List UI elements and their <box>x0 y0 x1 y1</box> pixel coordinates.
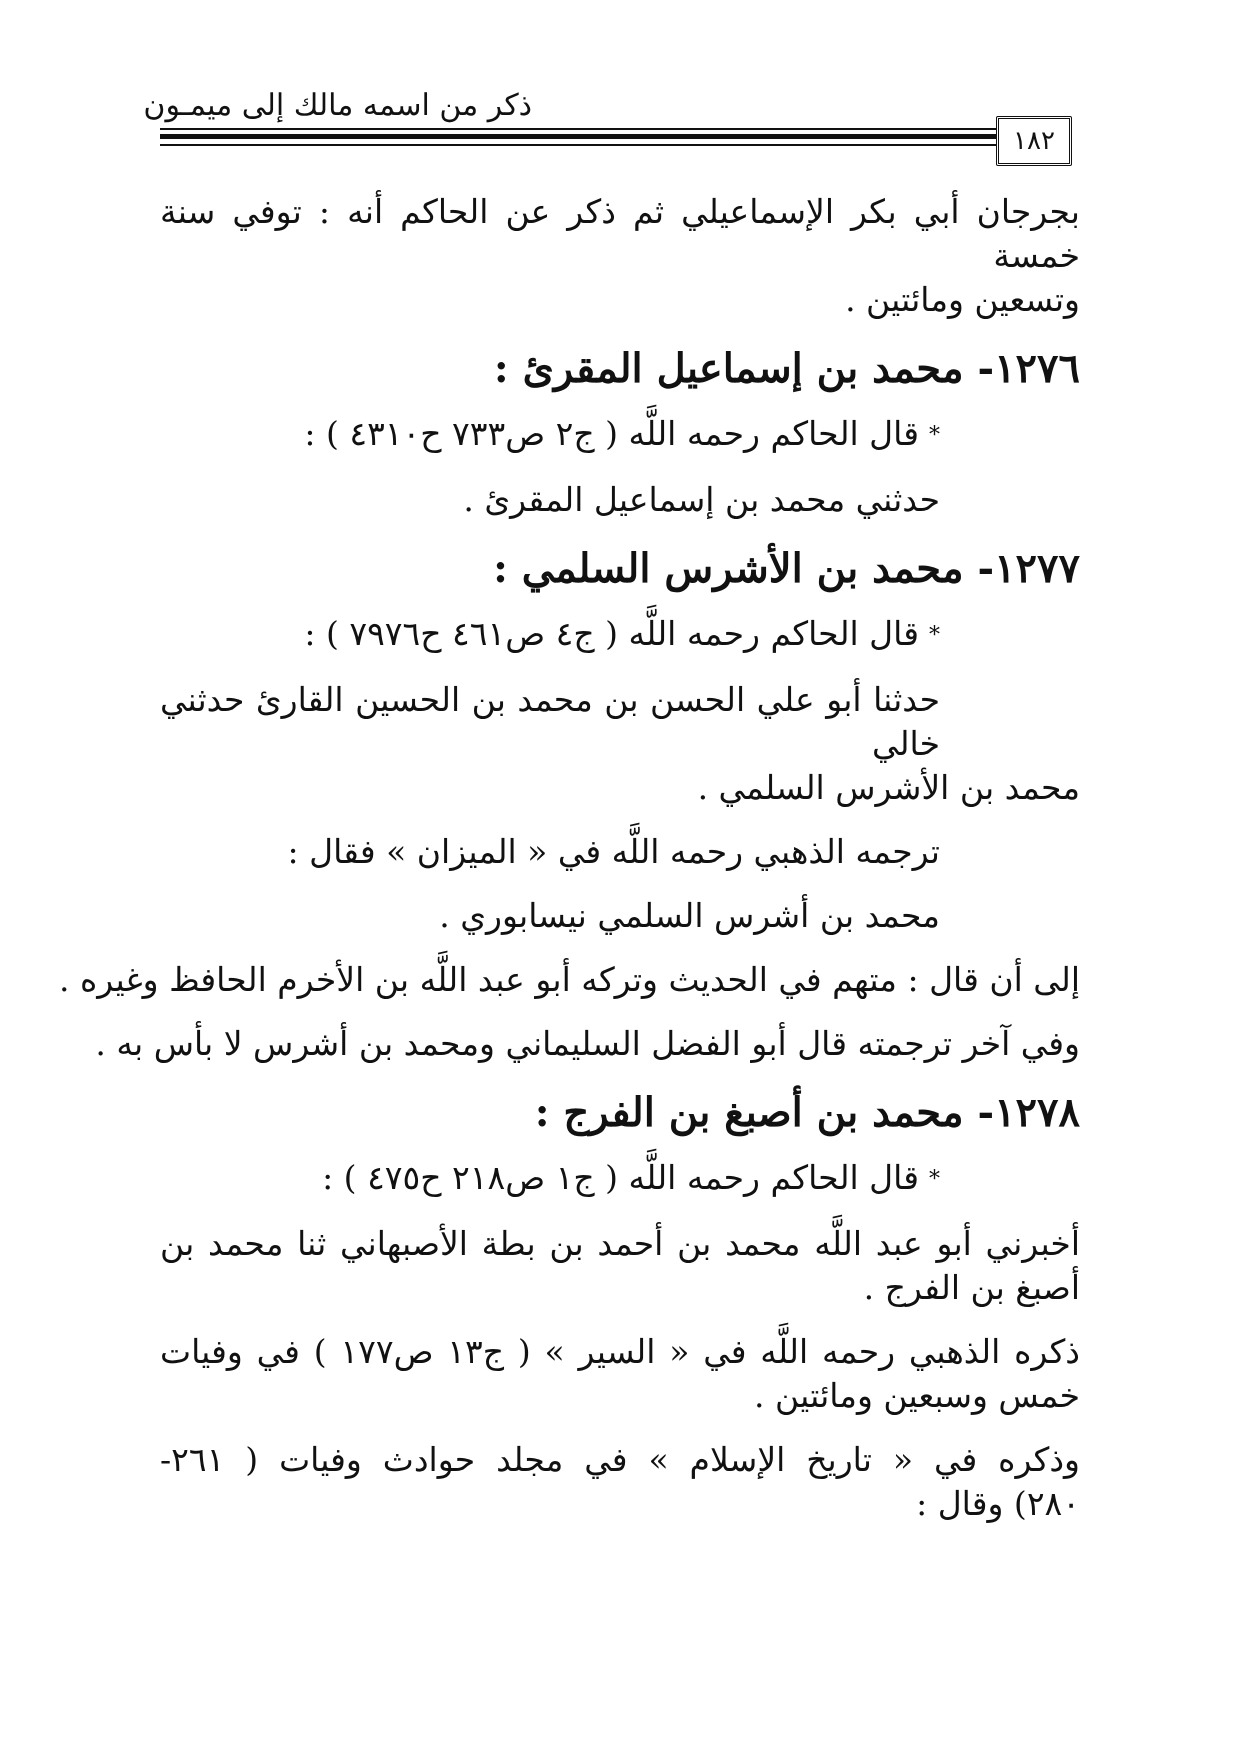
text-line: حدثنا أبو علي الحسن بن محمد بن الحسين القارئ حدثني خالي <box>160 680 940 763</box>
text-line: وذكره في « تاريخ الإسلام » في مجلد حوادث وفيات ( ٢٦١- <box>160 1440 1080 1479</box>
narration-paragraph <box>160 1438 1080 1526</box>
text-line: خمس وسبعين ومائتين . <box>754 1376 1080 1415</box>
asterisk-icon: * <box>929 623 940 648</box>
narration-paragraph <box>160 678 1080 810</box>
text-line: وفي آخر ترجمته قال أبو الفضل السليماني ومحمد بن أشرس لا بأس به . <box>95 1024 1080 1063</box>
citation-line <box>160 412 1080 458</box>
text-line: أصبغ بن الفرج . <box>863 1268 1080 1307</box>
citation-text: قال الحاكم رحمه اللَّه ( ج١ ص٢١٨ ح٤٧٥ ) : <box>322 1158 919 1197</box>
page-body <box>58 190 1080 1546</box>
narration-paragraph <box>160 1222 1080 1310</box>
header-rule-thin-top <box>160 128 996 130</box>
narration-text: حدثني محمد بن إسماعيل المقرئ . <box>463 480 940 519</box>
citation-line <box>160 1156 1080 1202</box>
page-header <box>143 88 1072 168</box>
text-line: إلى أن قال : متهم في الحديث وتركه أبو عبد اللَّه بن الأخرم الحافظ وغيره . <box>58 960 1080 999</box>
entry-heading-1277: ١٢٧٧- محمد بن الأشرس السلمي : <box>493 545 1080 592</box>
text-line: ٢٨٠) وقال : <box>916 1484 1080 1523</box>
text-line: ذكره الذهبي رحمه اللَّه في « السير » ( ج١٣ ص١٧٧ ) في وفيات <box>160 1332 1080 1371</box>
asterisk-icon: * <box>929 423 940 448</box>
paragraph-continuation <box>160 190 1080 322</box>
citation-text: قال الحاكم رحمه اللَّه ( ج٢ ص٧٣٣ ح٤٣١٠ ) : <box>304 414 919 453</box>
text-line: محمد بن الأشرس السلمي . <box>697 768 1080 807</box>
text-line: محمد بن أشرس السلمي نيسابوري . <box>439 896 940 935</box>
entry-heading-1276: ١٢٧٦- محمد بن إسماعيل المقرئ : <box>493 345 1080 392</box>
entry-heading-1278: ١٢٧٨- محمد بن أصبغ بن الفرج : <box>534 1089 1080 1136</box>
page-number: ١٨٢ <box>996 116 1072 166</box>
text-line: بجرجان أبي بكر الإسماعيلي ثم ذكر عن الحاكم أنه : توفي سنة خمسة <box>160 192 1080 275</box>
text-line: ترجمه الذهبي رحمه اللَّه في « الميزان » فقال : <box>287 832 940 871</box>
asterisk-icon: * <box>929 1167 940 1192</box>
narration-paragraph <box>160 1330 1080 1418</box>
text-line: وتسعين ومائتين . <box>845 280 1080 319</box>
running-title: ذكر من اسمه مالك إلى ميمـون <box>143 88 532 123</box>
text-line: أخبرني أبو عبد اللَّه محمد بن أحمد بن بطة الأصبهاني ثنا محمد بن <box>160 1224 1080 1263</box>
header-rule-thick <box>160 134 996 139</box>
citation-line <box>160 612 1080 658</box>
citation-text: قال الحاكم رحمه اللَّه ( ج٤ ص٤٦١ ح٧٩٧٦ ) : <box>304 614 919 653</box>
header-rule-thin-bottom <box>160 144 996 146</box>
